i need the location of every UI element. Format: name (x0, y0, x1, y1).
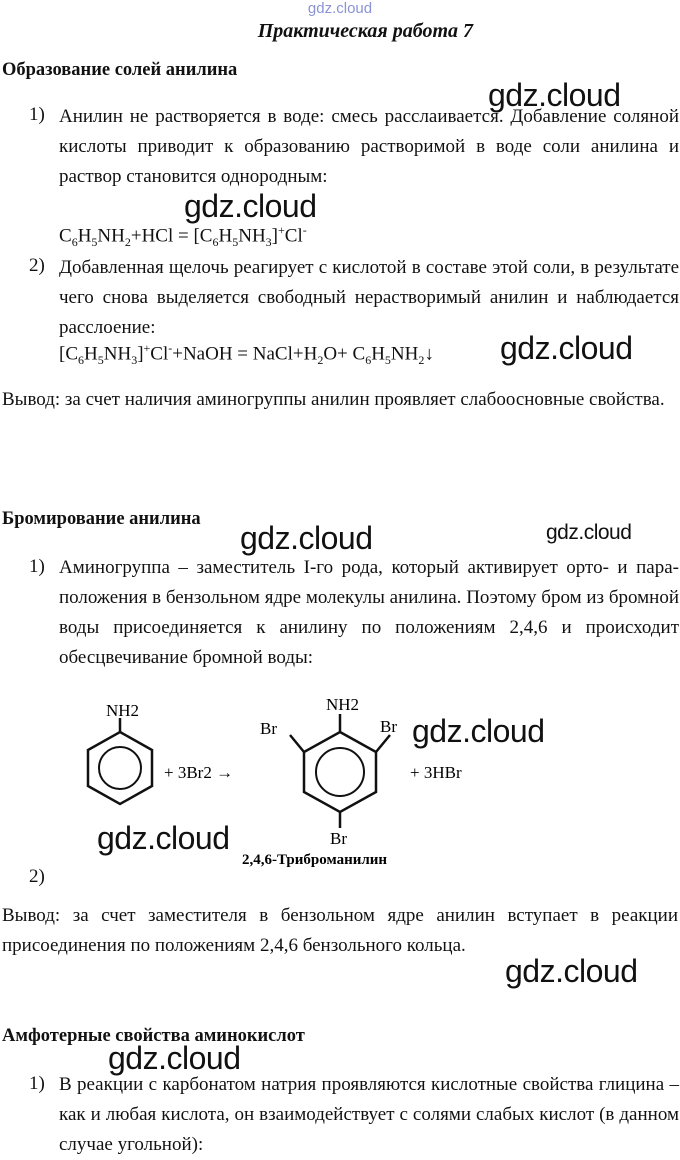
watermark: gdz.cloud (240, 520, 373, 556)
product-amino-group: NH2 (326, 695, 360, 714)
watermark: gdz.cloud (184, 188, 317, 224)
section-heading-amphoteric: Амфотерные свойства аминокислот (2, 1026, 305, 1046)
bromine-left-label: Br (260, 719, 277, 738)
item-number: 2) (29, 255, 45, 276)
item-number: 1) (29, 104, 45, 125)
conclusion-text: Вывод: за счет наличия аминогруппы анилин проявляет слабоосновные свойства. (2, 389, 665, 410)
site-watermark-top: gdz.cloud (307, 0, 373, 17)
item-text: Добавленная щелочь реагирует с кислотой в составе этой соли, в результате чего снова выделяется свободный нерастворимый анилин и наблюдается расслоение: (59, 257, 679, 338)
item-number: 2) (29, 866, 45, 887)
page-title: Практическая работа 7 (257, 20, 473, 42)
byproduct-hbr: + 3HBr (410, 763, 462, 782)
bromine-right-label: Br (380, 717, 397, 736)
item-number: 1) (29, 1073, 45, 1094)
conclusion-text: Вывод: за счет заместителя в бензольном ядре анилин вступает в реакции присоединения по положениям 2,4,6 бензольного кольца. (2, 905, 678, 956)
watermark: gdz.cloud (488, 77, 621, 113)
watermark: gdz.cloud (505, 953, 638, 989)
reactant-amino-group: NH2 (106, 701, 140, 720)
equation-salt-naoh: $[C_6H_5NH_3]^+Cl^-+NaOH$ = $NaCl+H_2O+$ $C_6H_5NH_2↓$ (59, 341, 434, 368)
product-caption: 2,4,6-Триброманилин (242, 852, 388, 868)
item-text: Анилин не растворяется в воде: смесь расслаивается. Добавление соляной кислоты приводит к образованию растворимой в воде соли анилина и раствор становится однородным: (59, 106, 679, 187)
item-number: 1) (29, 556, 45, 577)
watermark: gdz.cloud (97, 820, 230, 856)
section-heading-salts: Образование солей анилина (2, 60, 238, 80)
bromine-bottom-label: Br (330, 829, 347, 848)
aniline-structure (88, 718, 152, 804)
section-heading-bromination: Бромирование анилина (2, 509, 201, 529)
reagent-bromine: + 3Br2 → (164, 763, 234, 782)
tribromoaniline-structure (290, 714, 390, 828)
item-text: В реакции с карбонатом натрия проявляются кислотные свойства глицина – как и любая кислота, он взаимодействует с солями слабых кислот (в данном случае угольной): (59, 1074, 679, 1155)
watermark: gdz.cloud (412, 713, 545, 749)
equation-aniline-hcl: $C_6H_5NH_2+HCl = [C_6H_5NH_3]^+Cl^-$ (59, 223, 307, 250)
watermark: gdz.cloud (108, 1040, 241, 1076)
watermark: gdz.cloud (500, 330, 633, 366)
watermark: gdz.cloud (546, 521, 632, 544)
item-text: Аминогруппа – заместитель I-го рода, который активирует орто- и пара- положения в бензольном ядре молекулы анилина. Поэтому бром из бромной воды присоединяется к анилину по положениям 2,4,6 и происходит обесцвечивание бромной воды: (59, 557, 679, 668)
